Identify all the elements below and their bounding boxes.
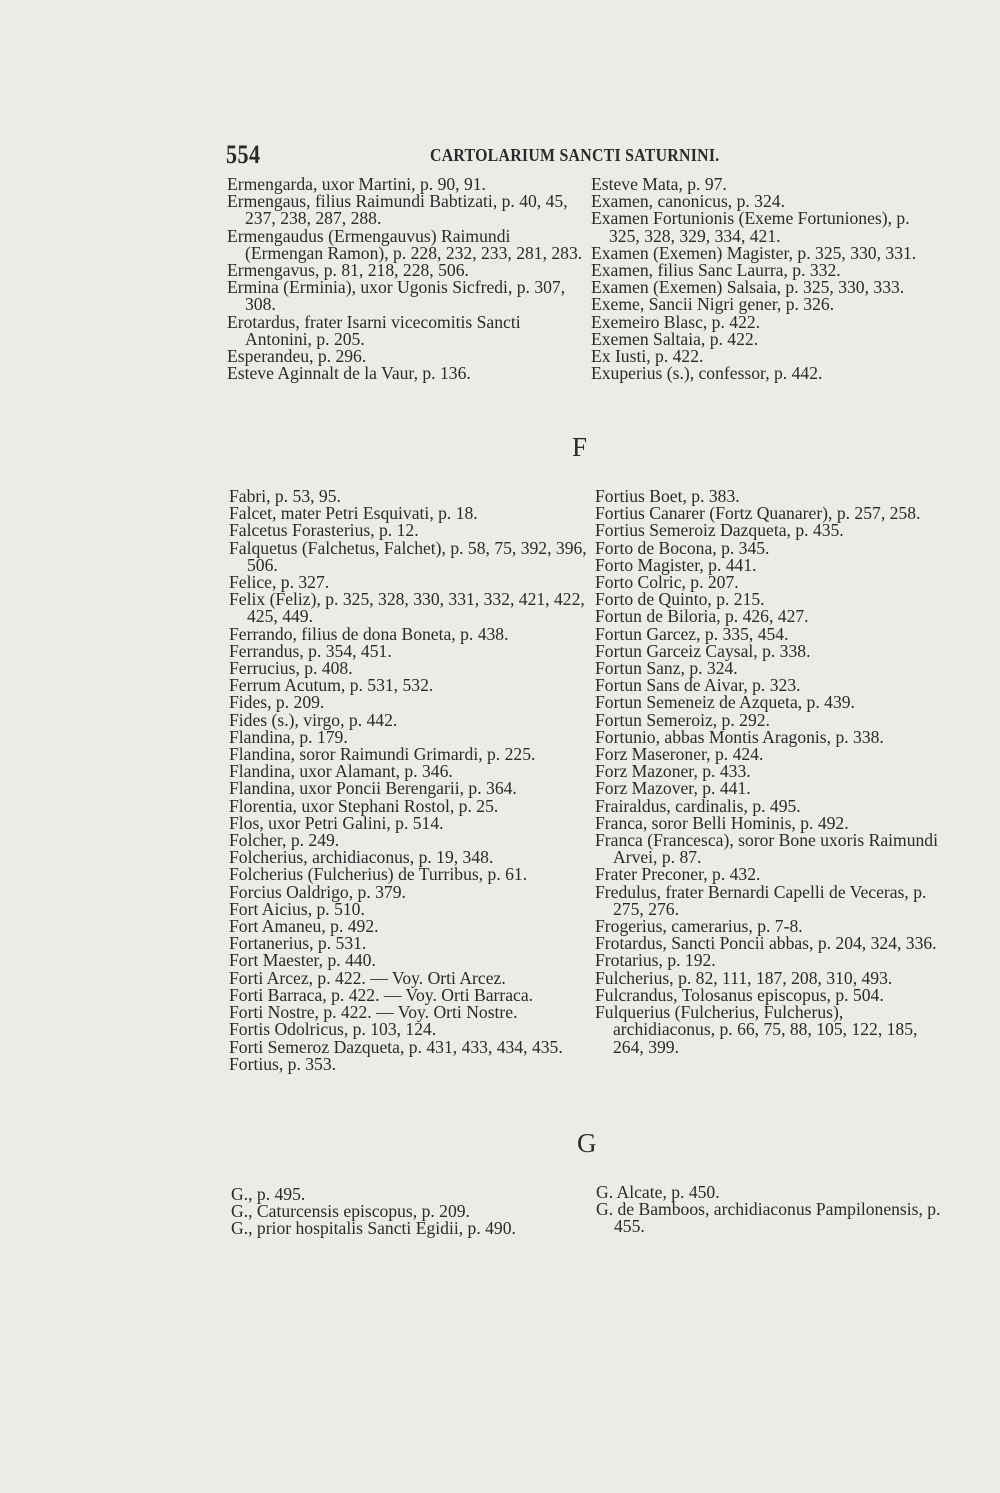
index-entry: Exemen Saltaia, p. 422.: [591, 328, 759, 349]
index-entry: Ferrum Acutum, p. 531, 532.: [229, 675, 434, 696]
index-entry: Examen (Exemen) Salsaia, p. 325, 330, 333.: [591, 277, 905, 298]
index-entry: Esteve Mata, p. 97.: [591, 174, 727, 194]
index-entry: Flos, uxor Petri Galini, p. 514.: [229, 812, 444, 833]
section-letter-g: G: [577, 1128, 597, 1158]
index-entry: Fortun Semeneiz de Azqueta, p. 439.: [595, 692, 855, 713]
index-entry: Forto de Quinto, p. 215.: [595, 589, 765, 610]
index-entry: G., Caturcensis episcopus, p. 209.: [231, 1201, 470, 1222]
index-entry: Ferrandus, p. 354, 451.: [229, 640, 392, 661]
index-entry: Fulcrandus, Tolosanus episcopus, p. 504.: [595, 984, 884, 1005]
index-entry: Fulcherius, p. 82, 111, 187, 208, 310, 493.: [595, 967, 893, 988]
index-entry: Esperandeu, p. 296.: [227, 346, 367, 367]
index-entry: Fredulus, frater Bernardi Capelli de Veceras, p. 275, 276.: [595, 881, 927, 919]
index-entry: Fortius Canarer (Fortz Quanarer), p. 257, 258.: [595, 503, 921, 524]
index-entry: Franca (Francesca), soror Bone uxoris Raimundi Arvei, p. 87.: [595, 830, 938, 868]
index-entry: Examen Fortunionis (Exeme Fortuniones), p. 325, 328, 329, 334, 421.: [591, 208, 910, 246]
index-entry: Falcetus Forasterius, p. 12.: [229, 520, 419, 541]
index-entry: Forti Barraca, p. 422. — Voy. Orti Barraca.: [229, 984, 534, 1005]
index-entry: Forcius Oaldrigo, p. 379.: [229, 881, 406, 902]
index-entry: Flandina, soror Raimundi Grimardi, p. 225.: [229, 744, 536, 765]
index-entry: Fort Maester, p. 440.: [229, 950, 376, 971]
index-entry: Fulquerius (Fulcherius, Fulcherus), archidiaconus, p. 66, 75, 88, 105, 122, 185, 264, 399.: [595, 1002, 918, 1057]
index-entry: Forti Semeroz Dazqueta, p. 431, 433, 434, 435.: [229, 1036, 563, 1057]
index-entry: Felice, p. 327.: [229, 572, 330, 593]
index-column-g-left: [231, 1186, 591, 1238]
index-entry: G., prior hospitalis Sancti Egidii, p. 490.: [231, 1218, 516, 1239]
index-entry: Forto Colric, p. 207.: [595, 572, 739, 593]
index-entry: Examen, canonicus, p. 324.: [591, 191, 785, 212]
section-letter-f: F: [572, 432, 588, 462]
index-entry: Fabri, p. 53, 95.: [229, 486, 341, 506]
index-entry: Exeme, Sancii Nigri gener, p. 326.: [591, 294, 835, 315]
index-entry: Frotardus, Sancti Poncii abbas, p. 204, 324, 336.: [595, 933, 937, 954]
index-entry: Flandina, p. 179.: [229, 726, 348, 747]
index-entry: Felix (Feliz), p. 325, 328, 330, 331, 332, 421, 422, 425, 449.: [229, 589, 585, 627]
index-entry: Flandina, uxor Poncii Berengarii, p. 364.: [229, 778, 517, 799]
index-entry: Forti Nostre, p. 422. — Voy. Orti Nostre.: [229, 1002, 518, 1023]
index-entry: Fortius, p. 353.: [229, 1053, 337, 1074]
page-number: 554: [226, 140, 261, 169]
index-entry: Folcher, p. 249.: [229, 830, 340, 851]
index-entry: G., p. 495.: [231, 1184, 306, 1204]
index-column-e-left: [227, 176, 587, 382]
index-entry: Folcherius (Fulcherius) de Turribus, p. 61.: [229, 864, 528, 885]
index-entry: Florentia, uxor Stephani Rostol, p. 25.: [229, 795, 499, 816]
index-entry: Fortanerius, p. 531.: [229, 933, 367, 954]
index-column-f-left: [229, 488, 589, 1073]
index-entry: Ex Iusti, p. 422.: [591, 346, 704, 367]
index-entry: Ermengaudus (Ermengauvus) Raimundi (Ermengan Ramon), p. 228, 232, 233, 281, 283.: [227, 225, 583, 263]
index-entry: Forz Mazover, p. 441.: [595, 778, 751, 799]
index-entry: Exuperius (s.), confessor, p. 442.: [591, 363, 823, 384]
index-entry: Forto de Bocona, p. 345.: [595, 537, 770, 558]
index-entry: Erotardus, frater Isarni vicecomitis Sancti Antonini, p. 205.: [227, 311, 521, 349]
index-entry: Esteve Aginnalt de la Vaur, p. 136.: [227, 363, 471, 384]
index-entry: Forz Maseroner, p. 424.: [595, 744, 764, 765]
index-entry: Fortunio, abbas Montis Aragonis, p. 338.: [595, 726, 884, 747]
index-entry: Frotarius, p. 192.: [595, 950, 716, 971]
index-entry: Fort Amaneu, p. 492.: [229, 916, 379, 937]
index-entry: Fortun Sans de Aivar, p. 323.: [595, 675, 801, 696]
index-entry: Fortun Sanz, p. 324.: [595, 658, 738, 679]
index-entry: Fortun Garceiz Caysal, p. 338.: [595, 640, 811, 661]
index-entry: G. Alcate, p. 450.: [596, 1182, 720, 1202]
index-column-e-right: [591, 176, 941, 382]
index-entry: Exemeiro Blasc, p. 422.: [591, 311, 761, 332]
index-column-g-right: [596, 1184, 946, 1236]
index-entry: Ferrando, filius de dona Boneta, p. 438.: [229, 623, 509, 644]
index-entry: Frairaldus, cardinalis, p. 495.: [595, 795, 801, 816]
index-entry: Ermengavus, p. 81, 218, 228, 506.: [227, 260, 469, 281]
index-entry: Forti Arcez, p. 422. — Voy. Orti Arcez.: [229, 967, 506, 988]
index-entry: Fides, p. 209.: [229, 692, 325, 713]
index-entry: Examen (Exemen) Magister, p. 325, 330, 331.: [591, 242, 917, 263]
index-entry: Fortis Odolricus, p. 103, 124.: [229, 1019, 437, 1040]
index-entry: Forz Mazoner, p. 433.: [595, 761, 751, 782]
index-entry: Fortius Boet, p. 383.: [595, 486, 740, 506]
index-entry: Fortius Semeroiz Dazqueta, p. 435.: [595, 520, 844, 541]
index-entry: Franca, soror Belli Hominis, p. 492.: [595, 812, 849, 833]
index-entry: Fort Aicius, p. 510.: [229, 898, 365, 919]
running-title: CARTOLARIUM SANCTI SATURNINI.: [430, 145, 720, 165]
index-entry: Fortun de Biloria, p. 426, 427.: [595, 606, 809, 627]
index-entry: Fortun Semeroiz, p. 292.: [595, 709, 770, 730]
index-entry: Folcherius, archidiaconus, p. 19, 348.: [229, 847, 494, 868]
index-entry: Ferrucius, p. 408.: [229, 658, 353, 679]
index-entry: Forto Magister, p. 441.: [595, 554, 757, 575]
index-entry: Fortun Garcez, p. 335, 454.: [595, 623, 789, 644]
index-column-f-right: [595, 488, 945, 1056]
index-entry: Examen, filius Sanc Laurra, p. 332.: [591, 260, 841, 281]
index-entry: Ermengaus, filius Raimundi Babtizati, p. 40, 45, 237, 238, 287, 288.: [227, 191, 568, 229]
index-entry: Ermengarda, uxor Martini, p. 90, 91.: [227, 174, 486, 194]
index-entry: Frater Preconer, p. 432.: [595, 864, 761, 885]
index-entry: Ermina (Erminia), uxor Ugonis Sicfredi, p. 307, 308.: [227, 277, 566, 315]
index-entry: Flandina, uxor Alamant, p. 346.: [229, 761, 453, 782]
index-entry: G. de Bamboos, archidiaconus Pampilonensis, p. 455.: [596, 1199, 941, 1237]
index-entry: Falcet, mater Petri Esquivati, p. 18.: [229, 503, 478, 524]
index-entry: Frogerius, camerarius, p. 7-8.: [595, 916, 803, 937]
index-entry: Fides (s.), virgo, p. 442.: [229, 709, 398, 730]
index-entry: Falquetus (Falchetus, Falchet), p. 58, 75, 392, 396, 506.: [229, 537, 587, 575]
